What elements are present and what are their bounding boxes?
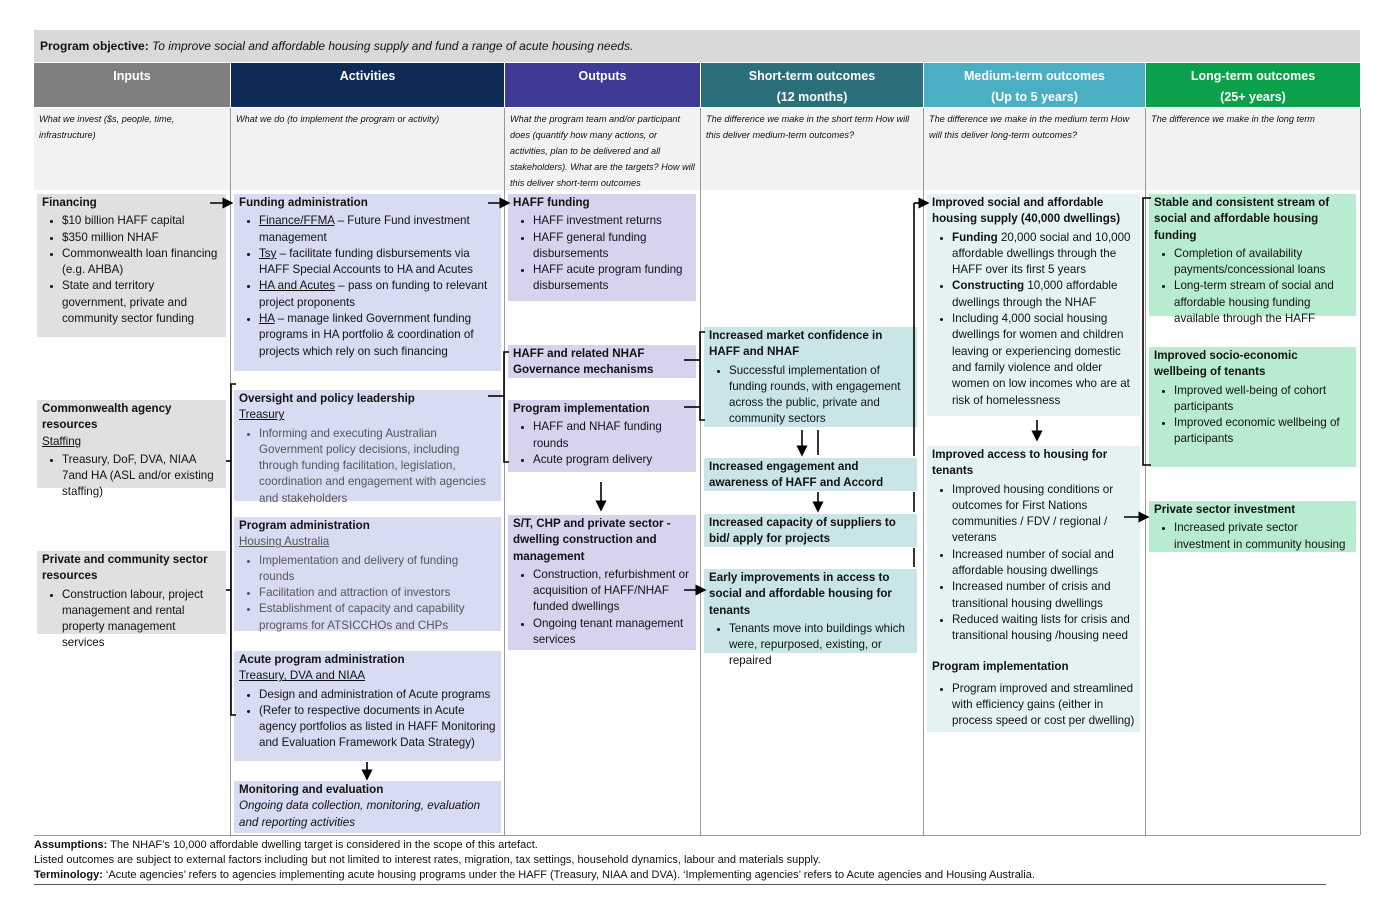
list-item: • Including 4,000 social housing dwellings for women and children leaving or experiencing domestic and family violence and older women on low incomes who are at risk of homelessness [952,311,1135,409]
header-outputs: Outputs [505,63,700,107]
footer-terminology: Terminology: ‘Acute agencies’ refers to agencies implementing acute housing programs under the HAFF (Treasury, NIAA and DVA). ‘Implementing agencies’ refers to Acute agencies and Housing Australia. [34,869,1035,881]
footer-assumptions: Assumptions: The NHAF’s 10,000 affordable dwelling target is considered in the scope of this artefact. [34,839,538,851]
list-item: • HAFF investment returns [533,213,691,229]
desc-short-term: The difference we make in the short term How will this deliver medium-term outcomes? [701,108,923,190]
list-item: • Treasury, DoF, DVA, NIAA 7and HA (ASL and/or existing staffing) [62,452,221,501]
list-item: • Construction, refurbishment or acquisition of HAFF/NHAF funded dwellings [533,567,691,616]
list-item: • Tsy – facilitate funding disbursements via HAFF Special Accounts to HA and Acutes [259,246,496,279]
list-item: • Tenants move into buildings which were, repurposed, existing, or repaired [729,621,912,670]
access-title: Improved access to housing for tenants [932,448,1108,478]
list-item: • HAFF general funding disbursements [533,230,691,263]
monitoring-text: Ongoing data collection, monitoring, evaluation and reporting activities [239,799,481,829]
long-funding-title: Stable and consistent stream of social and affordable housing funding [1154,196,1330,242]
list-item: • Facilitation and attraction of investors [259,585,496,601]
list-item: • Constructing 10,000 affordable dwellings through the NHAF [952,278,1135,311]
program-admin-title: Program administration [239,519,370,532]
objective-label: Program objective: [40,39,149,53]
list-item: • Commonwealth loan financing (e.g. AHBA) [62,246,221,279]
monitoring-title: Monitoring and evaluation [239,783,384,796]
list-item: • Completion of availability payments/concessional loans [1174,246,1351,279]
program-implementation-title: Program implementation [513,402,650,415]
list-item: • HAFF and NHAF funding rounds [533,419,691,452]
header-activities: Activities [231,63,504,107]
list-item: • HA and Acutes – pass on funding to relevant project proponents [259,278,496,311]
list-item: • Increased number of crisis and transitional housing dwellings [952,579,1135,612]
list-item: • $10 billion HAFF capital [62,213,221,229]
acute-admin-sub: Treasury, DVA and NIAA [239,669,366,683]
wellbeing-title: Improved socio-economic wellbeing of tenants [1154,349,1298,379]
private-investment-title: Private sector investment [1154,503,1296,516]
early-improvements-title: Early improvements in access to social and affordable housing for tenants [709,571,892,617]
list-item: • Finance/FFMA – Future Fund investment management [259,213,496,246]
list-item: • (Refer to respective documents in Acute agency portfolios as listed in HAFF Monitoring and Evaluation Framework Data Strategy) [259,703,496,752]
list-item: • Improved housing conditions or outcomes for First Nations communities / FDV / regional / veterans [952,482,1135,547]
agency-title: Commonwealth agency resources [42,402,172,432]
list-item: • Implementation and delivery of funding rounds [259,553,496,586]
construction-title: S/T, CHP and private sector - dwelling construction and management [513,517,671,563]
list-item: • HAFF acute program funding disbursements [533,262,691,295]
bracket-activities [231,384,236,715]
list-item: • Ongoing tenant management services [533,616,691,649]
bracket-long-term [1143,198,1151,465]
oversight-title: Oversight and policy leadership [239,392,415,405]
list-item: • HA – manage linked Government funding programs in HA portfolio & coordination of projects which rely on such financing [259,311,496,360]
capacity-title: Increased capacity of suppliers to bid/ apply for projects [709,516,896,546]
funding-admin-title: Funding administration [239,196,368,209]
desc-outputs: What the program team and/or participant does (quantify how many actions, or activities, plan to be delivered and all stakeholders). What are the targets? How will this deliver short-term outcomes [505,108,700,190]
oversight-sub: Treasury [239,408,285,422]
list-item: • Design and administration of Acute programs [259,687,496,703]
agency-sub: Staffing [42,434,82,448]
engagement-title: Increased engagement and awareness of HAFF and Accord [709,460,884,490]
header-medium-term: Medium-term outcomes (Up to 5 years) [924,63,1145,107]
desc-activities: What we do (to implement the program or activity) [231,108,504,190]
market-confidence-title: Increased market confidence in HAFF and NHAF [709,329,883,359]
footer-outcomes: Listed outcomes are subject to external factors including but not limited to interest rates, migration, tax settings, household dynamics, labour and materials supply. [34,854,821,866]
medium-program-implementation-title: Program implementation [932,659,1069,673]
haff-funding-title: HAFF funding [513,196,590,209]
acute-admin-title: Acute program administration [239,653,405,666]
supply-title: Improved social and affordable housing supply (40,000 dwellings) [932,196,1121,226]
header-long-term: Long-term outcomes (25+ years) [1146,63,1360,107]
list-item: • $350 million NHAF [62,230,221,246]
list-item: • Construction labour, project management and rental property management services [62,587,221,652]
list-item: • Funding 20,000 social and 10,000 affordable dwellings through the HAFF over its first 5 years [952,230,1135,279]
objective-text: To improve social and affordable housing supply and fund a range of acute housing needs. [152,39,634,53]
desc-inputs: What we invest ($s, people, time, infrastructure) [34,108,230,190]
list-item: • Establishment of capacity and capability programs for ATSICCHOs and CHPs [259,601,496,634]
bracket-short-term [700,332,705,420]
list-item: • Increased private sector investment in community housing [1174,520,1351,553]
desc-long-term: The difference we make in the long term [1146,108,1360,190]
list-item: • Reduced waiting lists for crisis and transitional housing /housing need [952,612,1135,645]
list-item: • Increased number of social and affordable housing dwellings [952,547,1135,580]
list-item: • Informing and executing Australian Government policy decisions, including through funding facilitation, legislation, coordination and engagement with agencies and stakeholders [259,426,496,507]
governance-title: HAFF and related NHAF Governance mechanisms [513,347,654,377]
program-admin-sub: Housing Australia [239,535,330,549]
header-short-term: Short-term outcomes (12 months) [701,63,923,107]
bracket-outputs [504,352,509,462]
list-item: • State and territory government, private and community sector funding [62,278,221,327]
footer-rule [34,884,1326,885]
header-inputs: Inputs [34,63,230,107]
list-item: • Improved well-being of cohort participants [1174,383,1351,416]
desc-medium-term: The difference we make in the medium term How will this deliver long-term outcomes? [924,108,1145,190]
financing-title: Financing [42,196,97,209]
private-title: Private and community sector resources [42,553,208,583]
list-item: • Successful implementation of funding rounds, with engagement across the public, private and community sectors [729,363,912,428]
list-item: • Improved economic wellbeing of participants [1174,415,1351,448]
list-item: • Long-term stream of social and affordable housing funding available through the HAFF [1174,278,1351,327]
list-item: • Acute program delivery [533,452,691,468]
list-item: • Program improved and streamlined with efficiency gains (either in process speed or cost per dwelling) [952,681,1135,730]
